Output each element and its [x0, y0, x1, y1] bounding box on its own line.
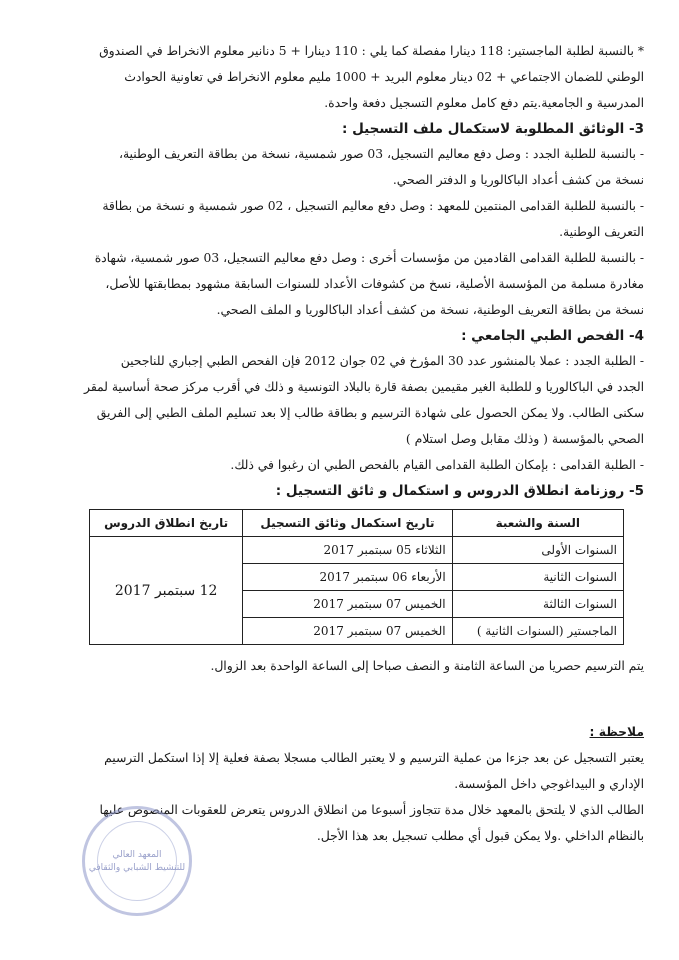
text-line: الوطني للضمان الاجتماعي + 02 دينار معلوم البريد + 1000 مليم معلوم الانخراط في تعاونية الحوادث — [124, 70, 644, 84]
section-3-body — [40, 141, 644, 323]
registration-hours-note: يتم الترسيم حصريا من الساعة الثامنة و النصف صباحا إلى الساعة الواحدة بعد الزوال. — [210, 659, 644, 673]
text-line: الجدد في الباكالوريا و للطلبة الغير مقيمين بصفة قارة بالبلاد التونسية و ذلك في أقرب مركز صحة أساسية لمقر — [84, 380, 644, 394]
cell-year: الماجستير (السنوات الثانية ) — [452, 618, 623, 645]
master-fees-paragraph — [40, 38, 644, 116]
section-4-heading: 4- الفحص الطبي الجامعي : — [461, 328, 644, 344]
section-5-heading: 5- روزنامة انطلاق الدروس و استكمال و ثائق التسجيل : — [275, 483, 644, 499]
text-line: التعريف الوطنية. — [559, 225, 644, 239]
text-line: الطالب الذي لا يلتحق بالمعهد خلال مدة تتجاوز أسبوعا من انطلاق الدروس يتعرض للعقوبات المنصوص عليها — [99, 803, 644, 817]
cell-docs-date: الخميس 07 سبتمبر 2017 — [243, 591, 452, 618]
text-line: سكنى الطالب. ولا يمكن الحصول على شهادة الترسيم و بطاقة طالب إلا بعد تسليم الملف الطبي إلى الفريق — [96, 406, 644, 420]
text-line: - الطلبة القدامى : بإمكان الطلبة القدامى القيام بالفحص الطبي ان رغبوا في ذلك. — [230, 458, 644, 472]
note-heading: ملاحظة : — [589, 725, 644, 739]
section-3-heading: 3- الوثائق المطلوبة لاستكمال ملف التسجيل : — [342, 121, 644, 137]
table-row — [90, 537, 624, 564]
header-start-date: تاريخ انطلاق الدروس — [90, 510, 243, 537]
section-4-body — [40, 348, 644, 478]
schedule-table — [89, 509, 624, 645]
text-line: يعتبر التسجيل عن بعد جزءا من عملية الترسيم و لا يعتبر الطالب مسجلا بصفة فعلية إلا إذا استكمل الترسيم — [104, 751, 644, 765]
stamp-text — [85, 849, 189, 875]
text-line: المدرسية و الجامعية.يتم دفع كامل معلوم التسجيل دفعة واحدة. — [324, 96, 644, 110]
cell-year: السنوات الثانية — [452, 564, 623, 591]
text-line: - بالنسبة للطلبة الجدد : وصل دفع معاليم التسجيل، 03 صور شمسية، نسخة من بطاقة التعريف الوطنية، — [118, 147, 644, 161]
cell-start-date: 12 سبتمبر 2017 — [90, 537, 243, 645]
header-docs-date: تاريخ استكمال وثائق التسجيل — [243, 510, 452, 537]
document-page — [40, 38, 644, 849]
stamp-line: للتنشيط الشبابي والثقافي — [88, 863, 186, 873]
text-line: الإداري و البيداغوجي داخل المؤسسة. — [454, 777, 644, 791]
cell-docs-date: الأربعاء 06 سبتمبر 2017 — [243, 564, 452, 591]
text-line: الصحي بالمؤسسة ( وذلك مقابل وصل استلام ) — [405, 432, 644, 446]
text-line: - بالنسبة للطلبة القدامى المنتمين للمعهد : وصل دفع معاليم التسجيل ، 02 صور شمسية و نسخة من بطاقة — [102, 199, 644, 213]
stamp-line: المعهد العالي — [112, 850, 162, 860]
header-year: السنة والشعبة — [452, 510, 623, 537]
text-line: نسخة من كشف أعداد الباكالوريا و الدفتر الصحي. — [392, 173, 644, 187]
text-line: * بالنسبة لطلبة الماجستير: 118 دينارا مفصلة كما يلي : 110 دينارا + 5 دنانير معلوم الانخراط في الصندوق — [99, 44, 644, 58]
cell-docs-date: الخميس 07 سبتمبر 2017 — [243, 618, 452, 645]
cell-docs-date: الثلاثاء 05 سبتمبر 2017 — [243, 537, 452, 564]
text-line: بالنظام الداخلي .ولا يمكن قبول أي مطلب تسجيل بعد هذا الأجل. — [316, 829, 644, 843]
cell-year: السنوات الأولى — [452, 537, 623, 564]
text-line: مغادرة مسلمة من المؤسسة الأصلية، نسخ من كشوفات الأعداد للسنوات السابقة مشهود بمطابقتها للأصل، — [105, 277, 644, 291]
text-line: - بالنسبة للطلبة القدامى القادمين من مؤسسات أخرى : وصل دفع معاليم التسجيل، 03 صور شمسية، شهادة — [94, 251, 644, 265]
text-line: - الطلبة الجدد : عملا بالمنشور عدد 30 المؤرخ في 02 جوان 2012 فإن الفحص الطبي إجباري للناجحين — [120, 354, 644, 368]
text-line: نسخة من بطاقة التعريف الوطنية، نسخة من كشف أعداد الباكالوريا و الملف الصحي. — [216, 303, 644, 317]
cell-year: السنوات الثالثة — [452, 591, 623, 618]
table-header-row — [90, 510, 624, 537]
official-stamp — [82, 806, 192, 916]
